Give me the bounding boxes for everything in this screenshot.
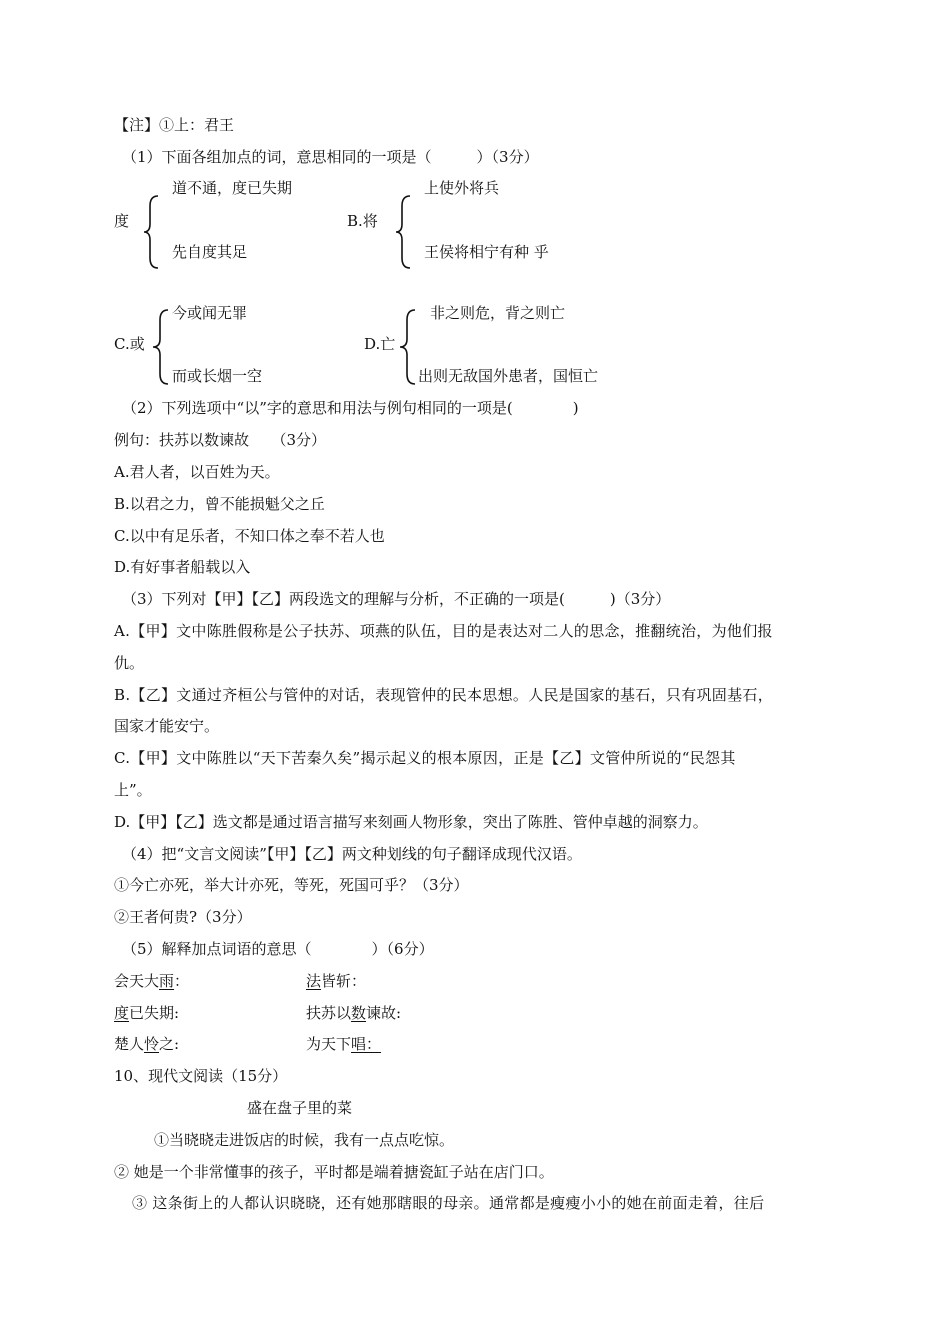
q5-item: 楚人怜之: <box>114 1035 180 1053</box>
q1-c-top: 今或闻无罪 <box>172 304 248 322</box>
q3-option-a-line1: A.【甲】文中陈胜假称是公子扶苏、项燕的队伍，目的是表达对二人的思念，推翻统治，为他们报 <box>114 622 773 640</box>
q1-c-label: C.或 <box>114 335 145 353</box>
q2-example: 例句：扶苏以数谏故 （3分） <box>114 431 327 449</box>
q3-option-c-line1: C.【甲】文中陈胜以“天下苦秦久矣”揭示起义的根本原因，正是【乙】文管仲所说的“民怨其 <box>114 749 736 767</box>
q1-a-label: 度 <box>114 212 130 230</box>
brace-icon <box>394 194 414 270</box>
q1-a-bottom: 先自度其足 <box>172 243 248 261</box>
q4-sentence-1: ①今亡亦死，举大计亦死，等死，死国可乎？（3分） <box>114 876 469 894</box>
q3-option-a-line2: 仇。 <box>114 654 145 672</box>
q2-stem: （2）下列选项中“以”字的意思和用法与例句相同的一项是( ) <box>122 399 579 417</box>
q5-stem: （5）解释加点词语的意思（ ）（6分） <box>122 940 434 958</box>
q1-d-bottom: 出则无敌国外患者，国恒亡 <box>418 367 599 385</box>
q1-c-bottom: 而或长烟一空 <box>172 367 263 385</box>
q1-b-top: 上使外将兵 <box>424 179 500 197</box>
q3-option-d: D.【甲】【乙】选文都是通过语言描写来刻画人物形象，突出了陈胜、管仲卓越的洞察力。 <box>114 813 708 831</box>
q1-b-bottom: 王侯将相宁有种 乎 <box>424 243 549 261</box>
q3-option-b-line1: B.【乙】文通过齐桓公与管仲的对话，表现管仲的民本思想。人民是国家的基石，只有巩固基石， <box>114 686 773 704</box>
q1-b-label: B.将 <box>347 212 378 230</box>
brace-icon <box>142 194 162 270</box>
q4-stem: （4）把“文言文阅读”【甲】【乙】两文种划线的句子翻译成现代汉语。 <box>122 845 582 863</box>
q2-option-d: D.有好事者船载以入 <box>114 558 251 576</box>
article-paragraph-1: ①当晓晓走进饭店的时候，我有一点点吃惊。 <box>154 1131 455 1149</box>
q2-option-a: A.君人者，以百姓为天。 <box>114 463 280 481</box>
brace-icon <box>150 308 172 386</box>
q3-option-c-line2: 上”。 <box>114 781 152 799</box>
q5-item: 会天大雨： <box>114 972 190 990</box>
article-paragraph-2: ② 她是一个非常懂事的孩子，平时都是端着搪瓷缸子站在店门口。 <box>114 1163 554 1181</box>
q1-d-top: 非之则危，背之则亡 <box>430 304 566 322</box>
q5-item: 扶苏以数谏故: <box>306 1004 402 1022</box>
q1-a-top: 道不通，度已失期 <box>172 179 293 197</box>
q3-stem: （3）下列对【甲】【乙】两段选文的理解与分析，不正确的一项是( )（3分） <box>122 590 671 608</box>
article-title: 盛在盘子里的菜 <box>247 1099 353 1117</box>
q5-item: 为天下唱： <box>306 1035 382 1053</box>
note: 【注】①上：君王 <box>114 116 235 134</box>
section-heading: 10、现代文阅读（15分） <box>114 1067 288 1085</box>
q2-option-b: B.以君之力，曾不能损魁父之丘 <box>114 495 325 513</box>
brace-icon <box>397 308 419 386</box>
q2-option-c: C.以中有足乐者，不知口体之奉不若人也 <box>114 527 385 545</box>
q5-item: 度已失期: <box>114 1004 180 1022</box>
q1-d-label: D.亡 <box>364 335 396 353</box>
article-paragraph-3: ③ 这条街上的人都认识晓晓，还有她那瞎眼的母亲。通常都是瘦瘦小小的她在前面走着，往后 <box>132 1194 765 1212</box>
q3-option-b-line2: 国家才能安宁。 <box>114 717 220 735</box>
q4-sentence-2: ②王者何贵?（3分） <box>114 908 252 926</box>
q5-item: 法皆斩： <box>306 972 367 990</box>
q1-stem: （1）下面各组加点的词，意思相同的一项是（ ）（3分） <box>122 148 539 166</box>
